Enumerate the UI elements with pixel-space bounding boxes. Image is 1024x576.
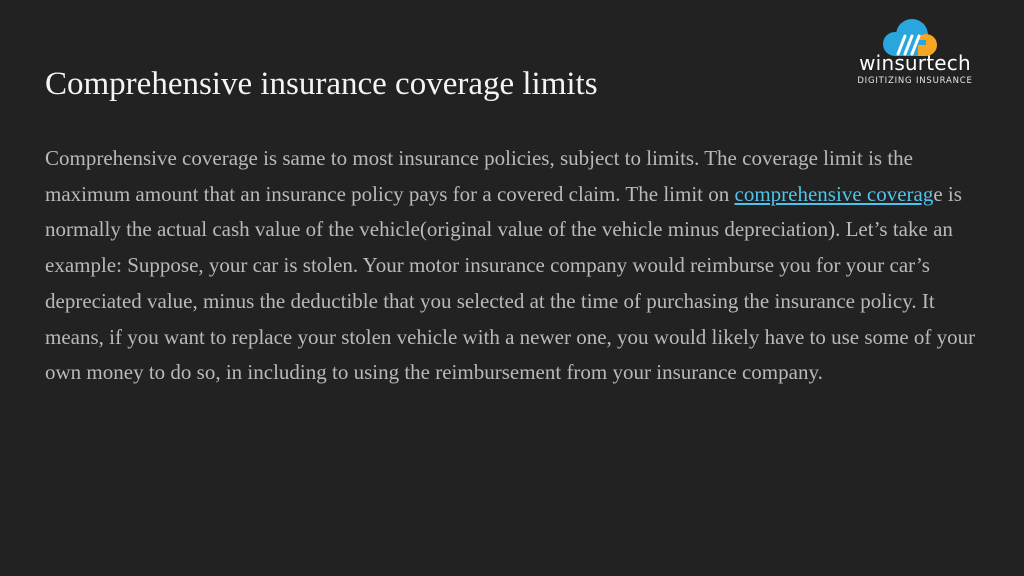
- brand-logo: [846, 18, 984, 88]
- comprehensive-coverage-link[interactable]: comprehensive coverag: [734, 181, 934, 206]
- paragraph-text-before-link: Comprehensive coverage is same to most insurance policies, subject to limits. The coverage limit is the maximum amount that an insurance policy pays for a covered claim. The limit on: [45, 146, 913, 206]
- body-paragraph: [45, 141, 985, 391]
- page-title: Comprehensive insurance coverage limits: [45, 66, 598, 102]
- logo-tagline: DIGITIZING INSURANCE: [857, 76, 973, 86]
- paragraph-text-after-link: e is normally the actual cash value of the vehicle(original value of the vehicle minus depreciation). Let’s take an example: Suppose, your car is stolen. Your motor insurance company would reimburse you for your car’s depreciated value, minus the deductible that you selected at the time of purchasing the insurance policy. It means, if you want to replace your stolen vehicle with a newer one, you would likely have to use some of your own money to do so, in including to using the reimbursement from your insurance company.: [45, 181, 976, 385]
- logo-wordmark: winsurtech: [859, 51, 971, 75]
